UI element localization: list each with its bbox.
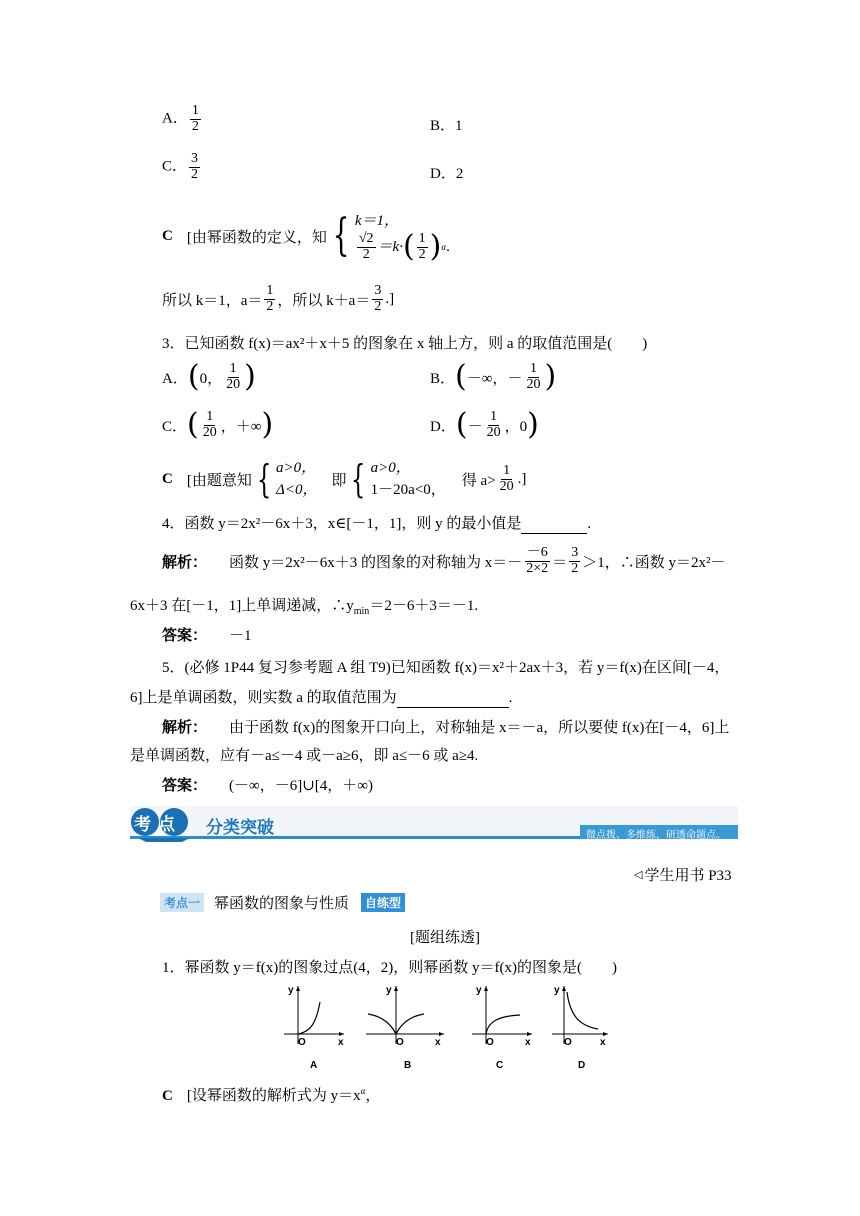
- fraction: $\frac{1}{20}$: [486, 409, 501, 440]
- fraction: $\frac{1}{20}$: [499, 462, 514, 494]
- question-5-line2: 6]上是单调函数，则实数 a 的取值范围为 .: [130, 690, 513, 706]
- option-label: C．: [162, 158, 188, 175]
- option-a: [162, 104, 203, 134]
- graph-a: [284, 985, 344, 1071]
- option-c: [162, 152, 202, 182]
- kaodian-tag: 自练型: [361, 893, 405, 912]
- origin-label: O: [396, 1037, 404, 1048]
- banner-badge: 考点: [134, 815, 182, 835]
- q3-option-d: D． ( － $\frac{1}{20}$ ，0 ): [430, 407, 539, 443]
- q5-explanation-line2: 是单调函数，应有－a≤－4 或－a≥6，即 a≤－6 或 a≥4.: [130, 748, 479, 764]
- axis-x-label: x: [600, 1037, 606, 1048]
- graph-d: [552, 985, 608, 1071]
- fraction: $\frac{3}{2}$: [191, 151, 199, 182]
- origin-label: O: [564, 1037, 572, 1048]
- fraction: $\frac{1}{20}$: [526, 361, 541, 392]
- practice-answer-1: C [设幂函数的解析式为 $y=x^\alpha$，: [162, 1086, 381, 1104]
- fraction: $\frac{1}{2}$: [191, 103, 199, 134]
- axis-x-label: x: [435, 1037, 441, 1048]
- q4-explanation: 解析： 函数 y＝2x²－6x＋3 的图象的对称轴为 x＝－ $\frac{-6}{2\times 2}$ ＝ $\frac{3}{2}$ ＞1，∴函数 y＝2x²－: [162, 544, 726, 576]
- graph-c: [472, 985, 532, 1071]
- brace-icon: {: [256, 457, 272, 501]
- fraction: $\frac{1}{2}$: [266, 283, 274, 314]
- q3-option-b: B． ( －∞，－ $\frac{1}{20}$ ): [430, 359, 557, 395]
- axis-y-label: y: [554, 985, 560, 996]
- answer-q3: C [由题意知 { a>0， Δ<0， 即 { a>0， 1－20a<0， 得 a> $\frac{1}{20}$ .]: [162, 457, 527, 501]
- option-label: A．: [162, 110, 188, 127]
- option-d: D．2: [430, 166, 464, 182]
- graph-label: C: [496, 1060, 504, 1071]
- question-4: 4．函数 y＝2x²－6x＋3，x∈[－1，1]，则 y 的最小值是 .: [162, 516, 592, 532]
- answer-letter: C: [162, 470, 173, 487]
- graph-label: D: [578, 1060, 586, 1071]
- fraction: $\frac{-6}{2\times 2}$: [526, 544, 549, 576]
- q3-option-a: A． ( 0， $\frac{1}{20}$ ): [162, 359, 256, 395]
- answer-q2: [162, 200, 450, 272]
- practice-question-1: 1．幂函数 y＝f(x)的图象过点(4，2)，则幂函数 y＝f(x)的图象是( ): [162, 960, 617, 976]
- q4-explanation-line2: 6x＋3 在[－1，1]上单调递减，$\therefore y_{min}=2-6+3=-1$.: [130, 598, 479, 617]
- banner-subtitle: 微点拨、多维练，研透命题点。: [586, 830, 726, 841]
- axis-y-label: y: [386, 985, 392, 996]
- origin-label: O: [486, 1037, 494, 1048]
- answer-blank: [397, 690, 509, 708]
- fraction: $\frac{3}{2}$: [374, 283, 382, 314]
- triangle-icon: ◁: [634, 869, 643, 881]
- answer-letter: C: [162, 1088, 173, 1104]
- equation-system: a>0， Δ<0，: [276, 460, 318, 498]
- fraction: $\frac{1}{20}$: [202, 409, 217, 440]
- kaodian-title: 幂函数的图象与性质: [214, 894, 350, 912]
- equation-system: k＝1， $\frac{√2}{2}$ ＝k· ( $\frac{1}{2}$ ) α .: [354, 212, 450, 264]
- q5-answer: 答案： (－∞，－6]∪[4，＋∞): [162, 778, 373, 794]
- axis-x-label: x: [525, 1037, 531, 1048]
- equation-system: a>0， 1－20a<0，: [370, 460, 446, 498]
- kaodian-badge: 考点一: [160, 893, 204, 912]
- axis-x-label: x: [338, 1037, 344, 1048]
- fraction: $\frac{√2}{2}$: [358, 230, 374, 262]
- brace-icon: {: [332, 210, 350, 261]
- q3-option-c: C． ( $\frac{1}{20}$ ，＋∞ ): [162, 407, 274, 443]
- banner-title: 分类突破: [206, 818, 274, 838]
- axis-y-label: y: [476, 985, 482, 996]
- fraction: $\frac{1}{20}$: [226, 361, 241, 392]
- fraction: $\frac{1}{2}$: [418, 230, 426, 262]
- origin-label: O: [298, 1037, 306, 1048]
- fraction: $\frac{3}{2}$: [571, 544, 579, 576]
- axis-y-label: y: [288, 985, 294, 996]
- brace-icon: {: [351, 457, 366, 501]
- graph-label: B: [404, 1060, 412, 1071]
- answer-q2-line2: 所以 k＝1，a＝ $\frac{1}{2}$ ，所以 k＋a＝ $\frac{3}{2}$ .]: [162, 283, 395, 314]
- answer-blank: [521, 516, 587, 534]
- answer-text: [由幂函数的定义，知: [186, 229, 327, 246]
- book-reference: ◁ 学生用书 P33: [634, 868, 732, 884]
- system-row: $\frac{√2}{2}$ ＝k· ( $\frac{1}{2}$ ) α .: [358, 229, 450, 264]
- answer-letter: C: [162, 227, 173, 244]
- graph-b: [366, 985, 444, 1071]
- section-banner: [130, 806, 738, 842]
- question-3: 3．已知函数 f(x)＝ax²＋x＋5 的图象在 x 轴上方，则 a 的取值范围是( ): [162, 336, 648, 352]
- kaodian-heading: [160, 892, 405, 913]
- q5-explanation: 解析： 由于函数 f(x)的图象开口向上，对称轴是 x＝－a，所以要使 f(x)在[－4，6]上: [162, 720, 730, 736]
- question-5: 5．(必修 1P44 复习参考题 A 组 T9)已知函数 f(x)＝x²＋2ax＋3，若 y＝f(x)在区间[－4，: [162, 660, 730, 676]
- option-b: B．1: [430, 118, 463, 134]
- tizu-heading: [题组练透]: [410, 930, 480, 946]
- graph-options: [280, 982, 610, 1072]
- q4-answer: 答案： －1: [162, 628, 252, 644]
- graph-label: A: [310, 1060, 318, 1071]
